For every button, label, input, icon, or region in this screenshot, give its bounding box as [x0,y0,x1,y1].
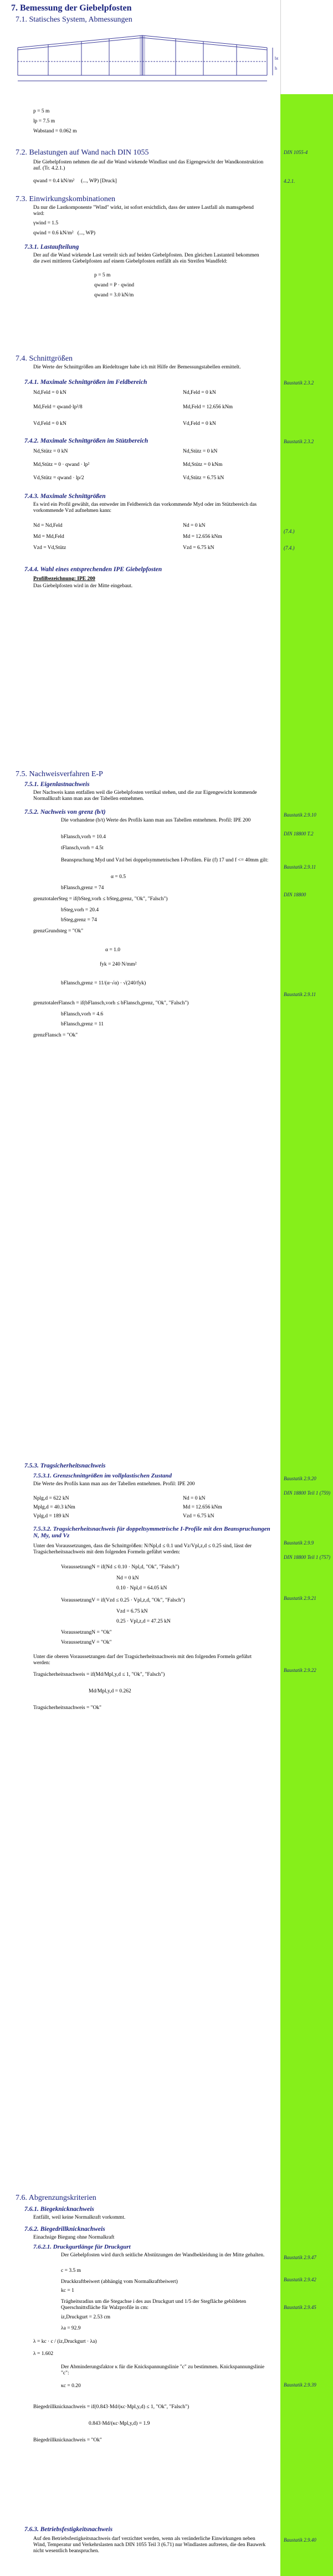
ref-7-5-1: DIN 18800 T.2 [284,831,314,837]
formula-qwind: qwind = 0.6 kN/m² (..., WP) [33,230,96,236]
e-line-3: Biegedrillknicknachweis = "Ok" [33,2438,102,2443]
vor-line-4: Vzd = 6.75 kN [116,1609,148,1614]
subsection-7-3-1: 7.3.1. Lastaufteilung [24,244,79,250]
b-line-3: α = 0.5 [111,874,126,880]
grenz-right-0: Nd = 0 kN [183,1496,206,1501]
d-line-3: Trägheitsradius um die Stegachse i des aus Druckgurt und 1/5 der Stegfläche gebildeten Querschnittsfläche für Walzprofile in cm: [61,2299,247,2311]
dim-lp: lp = 7.5 m [33,119,55,124]
subsection-7-6-1-text: Entfällt, weil keine Normalkraft vorkommt. [33,2215,126,2220]
stuetz-left-1: Md,Stütz = 0 · qwand · lp² [33,462,90,468]
grenz-left-1: Mplg,d = 40.3 kNm [33,1505,75,1510]
ref-7-6-2: Baustatik 2.9.45 [284,2305,316,2310]
grenz-right-2: Vzd = 6.75 kN [183,1513,214,1519]
stuetz-right-1: Md,Stütz = 0 kNm [183,462,223,468]
chapter-title: 7. Bemessung der Giebelpfosten [11,3,132,13]
section-7-3-text: Da nur die Lastkomponente "Wind" wirkt, ist sofort ersichtlich, dass der untere Lastfall als mamsgebend wird: [33,205,254,217]
gable-wall-drawing [12,25,284,86]
b-line-5: grenztotalerSteg = if(bSteg,vorh ≤ bSteg,grenz, "Ok", "Falsch") [33,896,168,902]
b-line-2: Beanspruchung Myd und Vzd bei doppelsymmetrischen I-Profilen. Für (f) 17 und f <= 40mm gilt: [61,858,269,863]
d-line-6: λ = kc · c / (iz,Druckgurt · λa) [33,2339,97,2344]
subsection-7-6-2-1: 7.6.2.1. Druckgurtlänge für Druckgurt [33,2244,131,2250]
d-line-2: kc = 1 [61,2288,74,2293]
subsection-7-4-3: 7.4.3. Maximale Schnittgrößen [24,493,106,500]
vor-line-5: 0.25 · Vpl,z,d = 47.25 kN [116,1619,171,1624]
ref-feld: Baustatik 2.3.2 [284,380,314,386]
grenz-left-2: Vplg,d = 189 kN [33,1513,69,1519]
formula-qwand-def: qwand = P · qwind [94,283,135,288]
b-line-7: bSteg,grenz = 74 [61,917,97,923]
subsection-7-6-2-text: Einachsige Biegung ohne Normalkraft [33,2235,115,2240]
feld-right-2: Vd,Feld = 0 kN [183,421,216,427]
subsection-7-4-3-text: Es wird ein Profil gewählt, das entweder im Feldbereich das vorkommende Myd oder im Stützbereich das vorkommende Vzd aufnehmen kann: [33,502,257,514]
feld-right-0: Nd,Feld = 0 kN [183,390,216,396]
subsection-7-6-3-text: Auf den Betriebsfestigkeitsnachweis darf verzichtet werden, wenn als veränderliche Einwirkungen neben Wind, Temperatur und Verkehrslasten nach DIN 1055 Teil 3 (6.71) nur Windlasten auftreten, die den Bauwerk nicht wesentlich beanspruchen. [33,2536,266,2554]
subsection-7-4-4: 7.4.4. Wahl eines entsprechenden IPE Giebelpfosten [24,566,162,573]
stuetz-right-2: Vd,Stütz = 6.75 kN [183,475,224,481]
subsection-7-6-3: 7.6.3. Betriebsfestigkeitsnachweis [24,2526,113,2533]
subsection-7-6-knick-text: Der Abminderungsfaktor κ für die Knickspannungslinie "c" zu bestimmen. Knickspannungslinie "c": [61,2364,265,2376]
vor-line-7: VoraussetzungV = "Ok" [61,1640,112,1645]
max-right-2: Vzd = 6.75 kN [183,545,214,551]
subsection-7-5-2: 7.5.2. Nachweis von grenz (b/t) [24,809,106,815]
ref-7-5-3-1: DIN 18800 Teil 1 (759) [284,1490,331,1496]
subsection-7-5-3-1: 7.5.3.1. Grenzschnittgrößen im vollplastischen Zustand [33,1472,172,1479]
max-right-1: Md = 12.656 kNm [183,534,222,540]
section-7-4-text: Die Werte der Schnittgrößen am Riedeltrager habe ich mit Hilfe der Bemessungstabellen ermittelt. [33,365,241,370]
reference-sidebar [280,94,333,2576]
c-line-6: grenzFlansch = "Ok" [33,1033,78,1038]
subsection-7-5-1-text: Der Nachweis kann entfallen weil die Giebelpfosten vertikal stehen, und die zur Eigengewicht kommende Normallkraft kann man aus der Tabellen entnehmen. [33,790,257,802]
feld-left-1: Md,Feld = qwand·lp²/8 [33,404,83,410]
stuetz-left-0: Nd,Stütz = 0 kN [33,449,68,454]
b-line-1: tFlansch,vorh = 4.5t [61,845,104,851]
subsection-7-6-2-1-text: Der Giebelpfosten wird durch seitliche Abstützungen der Wandbekleidung in der Mitte gehalten. [61,2252,265,2258]
feld-left-2: Vd,Feld = 0 kN [33,421,66,427]
max-left-1: Md = Md,Feld [33,534,64,540]
formula-qwand-value: qwand = 3.0 kN/m [94,293,134,298]
ref-7-5-4: Baustatik 2.9.11 [284,992,316,997]
drawing-label-h: h [275,66,277,71]
vor-line-6: VoraussetzungN = "Ok" [61,1630,112,1635]
b-line-0: bFlansch,vorh = 10.4 [61,834,106,840]
e-line-2: 0.843·Md/(κc·Mpl,y,d) = 1.9 [89,2421,150,2426]
ref-7-5-3-3: DIN 18800 Teil 1 (757) [284,1554,331,1560]
d-line-7: λ = 1.602 [33,2351,54,2357]
d-line-4: iz,Druckgurt = 2.53 cm [61,2315,110,2320]
ref-7-5-3: DIN 18800 [284,892,306,897]
dim-p: p = 5 m [33,109,50,114]
ref-max-1: (7.4.) [284,528,295,534]
ref-7-5-3-0: Baustatik 2.9.20 [284,1476,316,1481]
c-line-0: α = 1.0 [105,947,120,953]
b-line-6: bSteg,vorh = 20.4 [61,907,99,913]
section-title-7-6: 7.6. Abgrenzungskriterien [16,2194,96,2202]
stuetz-right-0: Nd,Stütz = 0 kN [183,449,218,454]
vor-line-2: 0.10 · Npl,d = 64.05 kN [116,1585,167,1591]
grenz-left-0: Nplg,d = 622 kN [33,1496,69,1501]
profile-designation: Profilbezeichnung: IPE 200 [33,576,95,582]
trag-line-0: Tragsicherheitsnachweis = if(Md/Mpl,y,d ≤ 1, "Ok", "Falsch") [33,1672,165,1677]
section-title-7-2: 7.2. Belastungen auf Wand nach DIN 1055 [16,148,149,157]
b-line-4: bFlansch,grenz = 74 [61,885,104,891]
max-left-0: Nd = Nd,Feld [33,523,63,528]
subsection-7-6-2: 7.6.2. Biegedrillknicknachweis [24,2226,105,2233]
ref-7-5-2: Baustatik 2.9.11 [284,864,316,870]
ref-7-5-3-2: Baustatik 2.9.9 [284,1540,314,1546]
section-title-7-1: 7.1. Statisches System, Abmessungen [16,16,132,24]
max-right-0: Nd = 0 kN [183,523,206,528]
section-title-7-5: 7.5. Nachweisverfahren E-P [16,770,103,778]
d-line-1: Druckkraftbeiwert (abhängig vom Normalkraftbeiwert) [61,2279,178,2285]
c-line-4: bFlansch,vorh = 4.6 [61,1012,104,1017]
e-line-1: Biegedrillknicknachweis = if(0.843·Md/(κc·Mpl,y,d) ≤ 1, "Ok", "Falsch") [33,2404,189,2410]
subsection-7-5-3-1-text: Die Werte des Profils kann man aus der Tabellen entnehmen. Profil: IPE 200 [33,1481,195,1487]
vor-line-0: VoraussetzungN = if(Nd ≤ 0.10 · Npl,d, "Ok", "Falsch") [61,1564,180,1570]
trag-line-1: Md/Mpl,y,d = 0.262 [89,1689,131,1694]
subsection-7-3-1-text: Der auf die Wand wirkende Last verteilt sich auf beiden Giebelpfosten. Den gleichen Lastanteil bekommen die zwei mittleren Giebelpfosten auf einem Giebelpfosten entfällt als ein Streifen Wandfeld: [33,253,259,264]
c-line-5: bFlansch,grenz = 11 [61,1022,104,1027]
subsection-7-5-3-text-2: Unter die oberen Voraussetzungen darf der Tragsicherheitsnachweis mit den folgenden Formeln geführt werden: [33,1654,252,1666]
ref-7-5-0: Baustatik 2.9.10 [284,812,316,818]
subsection-7-4-1: 7.4.1. Maximale Schnittgrößen im Feldbereich [24,379,147,386]
ref-7-6-1: Baustatik 2.9.42 [284,2277,316,2282]
ref-stuetz: Baustatik 2.3.2 [284,439,314,444]
subsection-7-5-3-2: 7.5.3.2. Tragsicherheitsnachweis für doppeltsymmetrische I-Profile mit den Beanspruchungen N, My, und Vz [33,1526,270,1539]
formula-gamma-wind: γwind = 1.5 [33,220,59,226]
grenz-right-1: Md = 12.656 kNm [183,1505,222,1510]
subsection-7-5-1: 7.5.1. Eigenlastnachweis [24,781,90,788]
dim-wabstand: Wabstand = 0.062 m [33,129,77,134]
vor-line-1: Nd = 0 kN [116,1576,139,1581]
c-line-2: bFlansch,grenz = 11/(α·√α) · √(240/fyk) [61,981,146,986]
profile-note: Das Giebelpfosten wird in der Mitte eingebaut. [33,583,133,589]
subsection-7-5-3-2-text: Unter den Voraussetzungen, dass die Schnittgrößen: N/Npl,d ≤ 0.1 und Vz/Vpl,z,d ≤ 0.25 sind, lässt der Tragsicherheitsnachweis mit dem folgenden Formeln geführt werden: [33,1543,252,1555]
b-line-8: grenzGrundsteg = "Ok" [33,928,84,934]
c-line-3: grenztotalerFlansch = if(bFlansch,vorh ≤ bFlansch,grenz, "Ok", "Falsch") [33,1000,189,1006]
subsection-7-5-2-text: Die vorhandene (b/t) Werte des Profils kann man aus Tabellen entnehmen. Profil: IPE 200 [61,818,251,823]
subsection-7-4-2: 7.4.2. Maximale Schnittgrößen im Stützbereich [24,438,148,444]
c-line-1: fyk = 240 N/mm² [100,962,137,967]
stuetz-left-2: Vd,Stütz = qwand · lp/2 [33,475,84,481]
section-title-7-3: 7.3. Einwirkungskombinationen [16,195,116,203]
section-7-2-text: Die Giebelpfosten nehmen die auf die Wand wirkende Windlast und das Eigengewicht der Wandkonstruktion auf. (Tr. 4.2.1.) [33,160,264,171]
subsection-7-6-1: 7.6.1. Biegeknicknachweis [24,2206,94,2213]
formula-p: p = 5 m [94,273,111,278]
feld-left-0: Nd,Feld = 0 kN [33,390,66,396]
ref-max-2: (7.4.) [284,545,295,551]
section-title-7-4: 7.4. Schnittgrößen [16,355,73,363]
subsection-7-5-3: 7.5.3. Tragsicherheitsnachweis [24,1463,106,1469]
trag-line-2: Tragsicherheitsnachweis = "Ok" [33,1705,102,1711]
ref-din: DIN 1055-4 [284,150,308,155]
e-line-0: κc = 0.20 [61,2383,81,2389]
ref-7-6-0: Baustatik 2.9.47 [284,2255,316,2260]
ref-7-6-4: Baustatik 2.9.40 [284,2537,316,2543]
ref-4-2-1: 4.2.1. [284,178,295,184]
feld-right-1: Md,Feld = 12.656 kNm [183,404,233,410]
ref-7-5-3-5: Baustatik 2.9.22 [284,1667,316,1673]
formula-qwand: qwand = 0.4 kN/m² (..., WP) [Druck] [33,178,117,184]
d-line-0: c = 3.5 m [61,2268,81,2274]
vor-line-3: VoraussetzungV = if(Vzd ≤ 0.25 · Vpl,z,d, "Ok", "Falsch") [61,1598,185,1603]
d-line-5: λa = 92.9 [61,2326,81,2331]
drawing-label-bt: bt [275,56,279,61]
max-left-2: Vzd = Vd,Stütz [33,545,66,551]
ref-7-5-3-4: Baustatik 2.9.21 [284,1595,316,1601]
ref-7-6-3: Baustatik 2.9.39 [284,2382,316,2388]
